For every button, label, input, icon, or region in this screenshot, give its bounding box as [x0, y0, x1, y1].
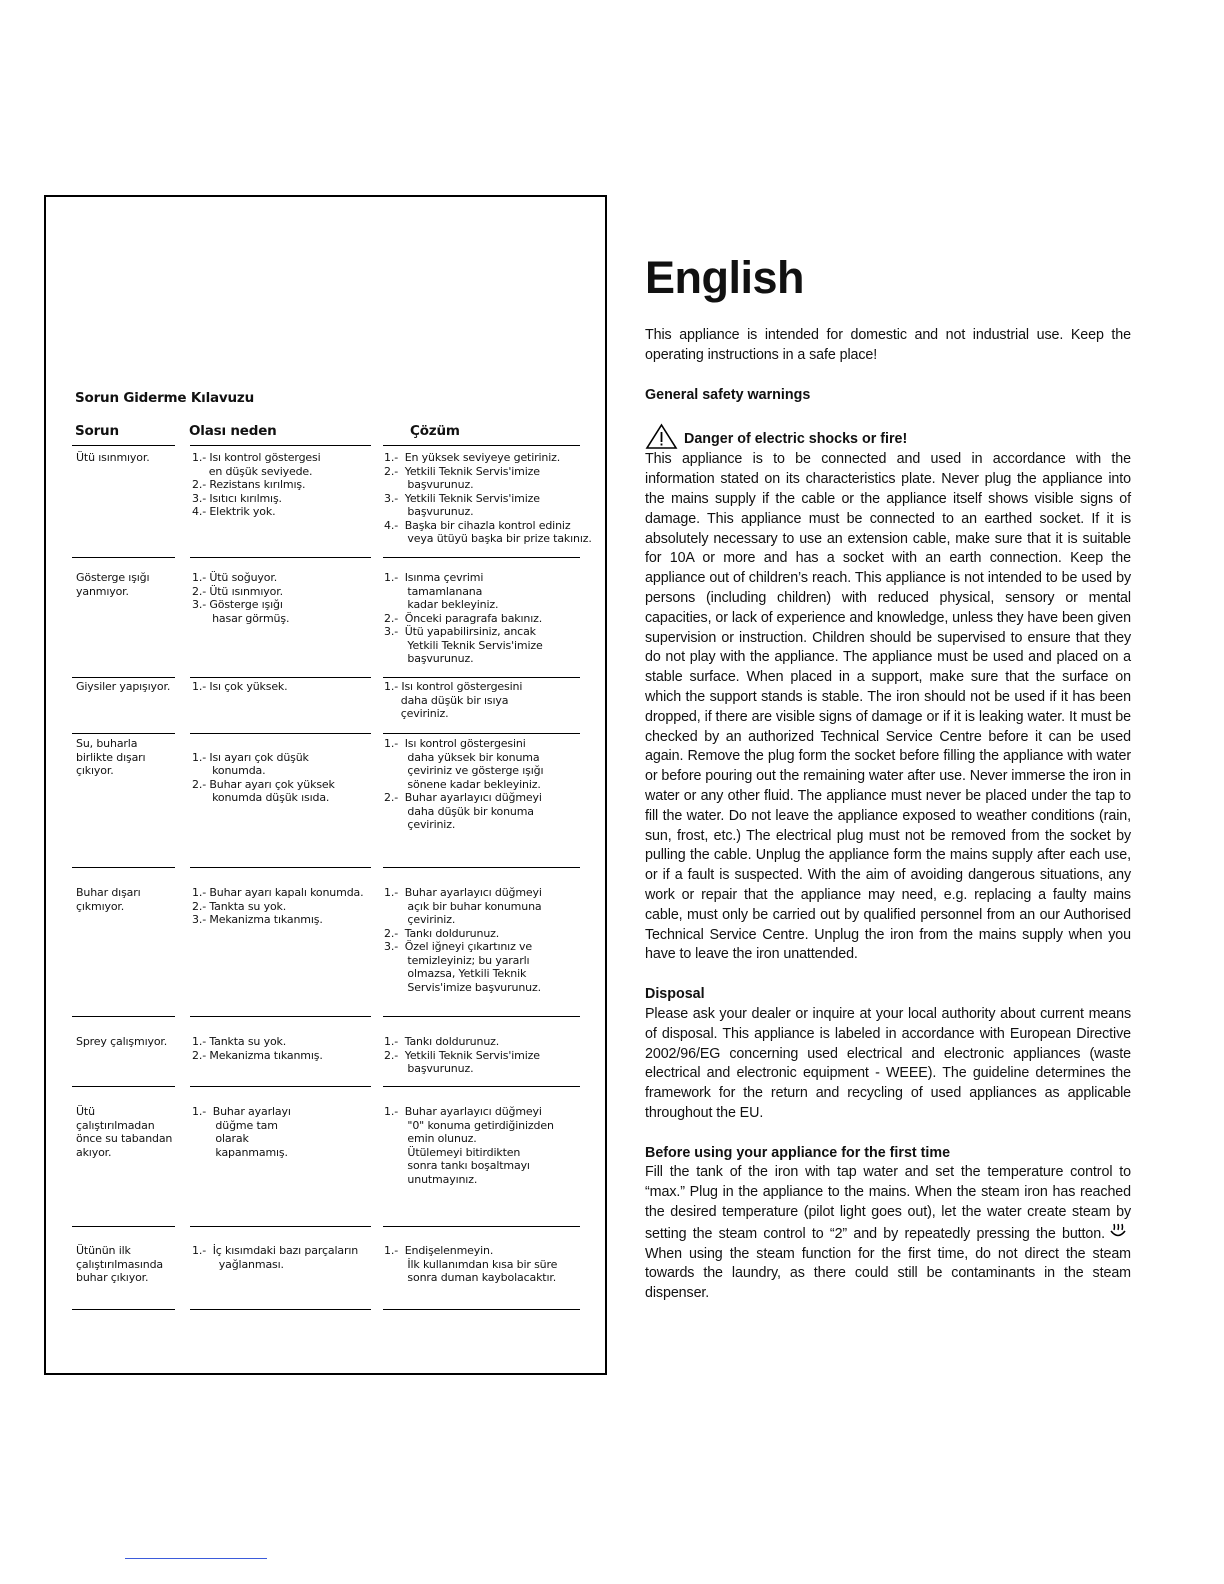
cell-solution-line: "0" konuma getirdiğinizden: [384, 1118, 554, 1132]
cell-solution-line: 3.- Yetkili Teknik Servis'imize: [384, 491, 540, 505]
cell-cause-line: 1.- Ütü soğuyor.: [192, 571, 278, 584]
header-cause: Olası neden: [189, 423, 277, 439]
cell-cause-line: 3.- Mekanizma tıkanmış.: [192, 913, 323, 926]
cell-solution-line: çeviriniz.: [384, 913, 456, 926]
header-solution: Çözüm: [410, 423, 460, 439]
cell-solution-line: emin olunuz.: [384, 1132, 477, 1145]
row-rule: [190, 1086, 371, 1087]
cell-cause-line: 1.- İç kısımdaki bazı parçaların: [192, 1244, 359, 1257]
cell-solution-line: 1.- Endişelenmeyin.: [384, 1244, 494, 1257]
header-rule: [190, 445, 371, 446]
cell-cause: [192, 886, 363, 927]
cell-problem: Ütü çalıştırılmadan önce su tabandan akıyor.: [76, 1105, 173, 1159]
cell-solution: [384, 1035, 540, 1076]
cell-solution-line: 3.- Özel iğneyi çıkartınız ve: [384, 940, 533, 953]
cell-solution-line: daha düşük bir ısıya: [384, 693, 509, 707]
cell-cause-line: konumda.: [192, 764, 266, 777]
disposal-title: Disposal: [645, 986, 705, 1003]
cell-solution-line: veya ütüyü başka bir prize takınız.: [384, 532, 592, 545]
cell-cause-line: 1.- Buhar ayarlayı: [192, 1105, 291, 1118]
cell-cause: [192, 680, 288, 694]
header-rule: [383, 445, 580, 446]
cell-solution-line: Servis'imize başvurunuz.: [384, 980, 541, 994]
row-rule: [383, 677, 580, 678]
warning-triangle-icon: [645, 423, 678, 450]
cell-solution-line: açık bir buhar konumuna: [384, 899, 542, 913]
intro-paragraph: This appliance is intended for domestic and not industrial use. Keep the operating instructions in a safe place!: [645, 327, 1131, 363]
cell-solution-line: kadar bekleyiniz.: [384, 598, 499, 611]
row-rule: [383, 1309, 580, 1310]
danger-title-text: Danger of electric shocks or fire!: [684, 431, 908, 448]
row-rule: [383, 1226, 580, 1227]
cell-solution-line: sonra tankı boşaltmayı: [384, 1159, 530, 1172]
cell-cause-line: 3.- Isıtıcı kırılmış.: [192, 491, 282, 505]
troubleshooting-title: Sorun Giderme Kılavuzu: [75, 390, 254, 406]
row-rule: [383, 1086, 580, 1087]
cell-cause-line: düğme tam: [192, 1118, 278, 1132]
row-rule: [190, 1309, 371, 1310]
cell-solution-line: temizleyiniz; bu yararlı: [384, 953, 530, 967]
cell-cause-line: konumda düşük ısıda.: [192, 791, 330, 804]
cell-solution-line: çeviriniz.: [384, 818, 456, 831]
row-rule: [190, 867, 371, 868]
cell-cause-line: 2.- Rezistans kırılmış.: [192, 478, 306, 491]
safety-paragraph: This appliance is to be connected and used in accordance with the information stated on its characteristics plate. Never plug the appliance into the mains supply if the cable or the appliance itself shows visible signs of damage. This appliance must be connected to an earthed socket. If it is absolutely necessary to use an extension cable, make sure that it is suitable for 10A or more and has a socket with an earth connection. Keep the appliance out of children’s reach. This appliance is not intended to be used by persons (including children) with reduced physical, sensory or mental capacities, or lack of experience and knowledge, unless they have been given supervision or instruction. Children should be supervised to ensure that they do not play with the appliance. The appliance must be used and placed on a stable surface. When placed in a support, make sure that the surface on which the support stands is stable. The iron should not be used if it has been dropped, if there are visible signs of damage or if it is leaking water. It must be checked by an authorized Technical Service Centre before it can be used again. Remove the plug form the socket before filling the appliance with water or before pouring out the remaining water after use. Never immerse the iron in water or any other fluid. The appliance must never be placed under the tap to fill the water. Do not leave the appliance exposed to weather conditions (rain, sun, frost, etc.) The electrical plug must not be removed from the socket by pulling the cable. Unplug the appliance form the mains supply after each use, or if a fault is suspected. With the aim of avoiding dangerous situations, any work or repair that the appliance may need, e.g. replacing a faulty mains cable, must only be carried out by qualified personnel from an our Authorised Technical Service Centre. Unplug the iron from the mains supply when you have to leave the iron unattended.: [645, 451, 1131, 963]
cell-cause-line: 2.- Tankta su yok.: [192, 899, 287, 913]
cell-solution-line: 2.- Buhar ayarlayıcı düğmeyi: [384, 791, 542, 804]
cell-cause: [192, 571, 289, 625]
cell-cause-line: [192, 737, 335, 751]
cell-solution: [384, 1244, 557, 1285]
cell-solution-line: 2.- Tankı doldurunuz.: [384, 926, 500, 940]
row-rule: [72, 557, 175, 558]
cell-cause-line: 1.- Isı kontrol göstergesi: [192, 451, 321, 464]
english-heading: English: [645, 252, 805, 303]
row-rule: [72, 677, 175, 678]
cell-cause: [192, 1244, 358, 1271]
cell-solution-line: başvurunuz.: [384, 652, 474, 665]
cell-solution-line: 4.- Başka bir cihazla kontrol ediniz: [384, 518, 571, 532]
cell-solution: [384, 571, 543, 666]
cell-cause: [192, 1035, 323, 1062]
row-rule: [72, 1309, 175, 1310]
cell-cause-line: 3.- Gösterge ışığı: [192, 598, 283, 611]
cell-solution-line: 1.- Buhar ayarlayıcı düğmeyi: [384, 886, 542, 899]
row-rule: [190, 1016, 371, 1017]
cell-solution-line: 2.- Yetkili Teknik Servis'imize: [384, 464, 540, 478]
troubleshooting-panel: [44, 195, 607, 1375]
cell-solution: [384, 737, 543, 832]
cell-solution-line: unutmayınız.: [384, 1172, 478, 1186]
cell-problem: Ütünün ilk çalıştırılmasında buhar çıkıyor.: [76, 1244, 164, 1284]
cell-solution-line: 1.- Isınma çevrimi: [384, 571, 484, 584]
cell-cause: [192, 737, 335, 805]
cell-cause-line: yağlanması.: [192, 1257, 284, 1271]
cell-solution-line: 1.- Tankı doldurunuz.: [384, 1035, 500, 1048]
row-rule: [190, 557, 371, 558]
cell-solution-line: 2.- Yetkili Teknik Servis'imize: [384, 1048, 540, 1062]
cell-cause-line: kapanmamış.: [192, 1145, 288, 1159]
row-rule: [190, 677, 371, 678]
cell-cause-line: 4.- Elektrik yok.: [192, 505, 276, 518]
cell-solution-line: daha düşük bir konuma: [384, 804, 534, 818]
first-use-title: Before using your appliance for the first time: [645, 1144, 951, 1161]
disposal-paragraph: Please ask your dealer or inquire at your local authority about current means of disposal. This appliance is labeled in accordance with European Directive 2002/96/EG concerning used electrical and electronic appliances (waste electrical and electronic equipment - WEEE). The guideline determines the framework for the return and recycling of used appliances as applicable throughout the EU.: [645, 1005, 1131, 1121]
cell-solution-line: sonra duman kaybolacaktır.: [384, 1271, 557, 1284]
cell-solution-line: tamamlanana: [384, 584, 483, 598]
header-rule: [72, 445, 175, 446]
cell-problem: Gösterge ışığı yanmıyor.: [76, 571, 150, 598]
cell-solution: [384, 451, 592, 546]
cell-problem: Giysiler yapışıyor.: [76, 680, 171, 693]
row-rule: [72, 1016, 175, 1017]
row-rule: [72, 867, 175, 868]
cell-cause-line: 1.- Buhar ayarı kapalı konumda.: [192, 886, 364, 899]
cell-solution-line: 1.- Isı kontrol göstergesini: [384, 680, 523, 693]
cell-solution-line: daha yüksek bir konuma: [384, 750, 540, 764]
cell-cause-line: 2.- Ütü ısınmıyor.: [192, 584, 283, 598]
row-rule: [383, 1016, 580, 1017]
header-problem: Sorun: [75, 423, 119, 439]
first-use-paragraph: [645, 1163, 1131, 1304]
cell-solution-line: 1.- En yüksek seviyeye getiriniz.: [384, 451, 561, 464]
cell-solution-line: Ütülemeyi bitirdikten: [384, 1145, 521, 1159]
safety-title: General safety warnings: [645, 386, 811, 403]
cell-solution-line: başvurunuz.: [384, 478, 474, 491]
cell-solution-line: başvurunuz.: [384, 1062, 474, 1075]
danger-title: [645, 423, 1131, 450]
cell-cause-line: 1.- Isı çok yüksek.: [192, 680, 288, 693]
row-rule: [72, 733, 175, 734]
row-rule: [190, 733, 371, 734]
cell-solution-line: çeviriniz.: [384, 707, 449, 720]
row-rule: [190, 1226, 371, 1227]
cell-cause: [192, 1105, 291, 1159]
row-rule: [383, 867, 580, 868]
cell-solution-line: çeviriniz ve gösterge ışığı: [384, 764, 544, 777]
english-section: [645, 250, 1131, 1304]
cell-solution: [384, 886, 542, 994]
cell-problem: Ütü ısınmıyor.: [76, 451, 150, 464]
row-rule: [383, 733, 580, 734]
cell-solution-line: sönene kadar bekleyiniz.: [384, 777, 541, 791]
footer-link-rule: [125, 1558, 267, 1559]
cell-solution-line: 2.- Önceki paragrafa bakınız.: [384, 611, 543, 625]
cell-solution-line: başvurunuz.: [384, 505, 474, 518]
first-use-text-b: When using the steam function for the first time, do not direct the steam towards the laundry, as there could still be contaminants in the steam dispenser.: [645, 1245, 1131, 1302]
cell-solution-line: 1.- Isı kontrol göstergesini: [384, 737, 526, 750]
cell-cause-line: en düşük seviyede.: [192, 464, 313, 478]
cell-solution: [384, 680, 522, 721]
row-rule: [383, 557, 580, 558]
cell-cause-line: 1.- Tankta su yok.: [192, 1035, 287, 1048]
cell-cause-line: 2.- Buhar ayarı çok yüksek: [192, 777, 335, 791]
first-use-text-a: Fill the tank of the iron with tap water and set the temperature control to “max.” Plug in the appliance to the mains. When the steam iron has reached the desired temperature (pilot light goes out), let the water create steam by setting the steam control to “2” and by repeatedly pressing the button.: [645, 1164, 1131, 1242]
cell-cause-line: olarak: [192, 1132, 249, 1145]
cell-problem: Su, buharla birlikte dışarı çıkıyor.: [76, 737, 146, 777]
cell-problem: Buhar dışarı çıkmıyor.: [76, 886, 141, 913]
cell-solution: [384, 1105, 554, 1186]
steam-button-icon: [1108, 1223, 1128, 1241]
cell-cause: [192, 451, 321, 519]
cell-cause-line: hasar görmüş.: [192, 611, 290, 625]
cell-cause-line: 1.- Isı ayarı çok düşük: [192, 750, 309, 764]
cell-solution-line: Yetkili Teknik Servis'imize: [384, 638, 543, 652]
cell-solution-line: olmazsa, Yetkili Teknik: [384, 967, 527, 980]
row-rule: [72, 1086, 175, 1087]
row-rule: [72, 1226, 175, 1227]
cell-cause-line: 2.- Mekanizma tıkanmış.: [192, 1048, 323, 1062]
cell-solution-line: 3.- Ütü yapabilirsiniz, ancak: [384, 625, 536, 638]
cell-problem: Sprey çalışmıyor.: [76, 1035, 168, 1048]
cell-solution-line: 1.- Buhar ayarlayıcı düğmeyi: [384, 1105, 542, 1118]
cell-solution-line: İlk kullanımdan kısa bir süre: [384, 1257, 558, 1271]
